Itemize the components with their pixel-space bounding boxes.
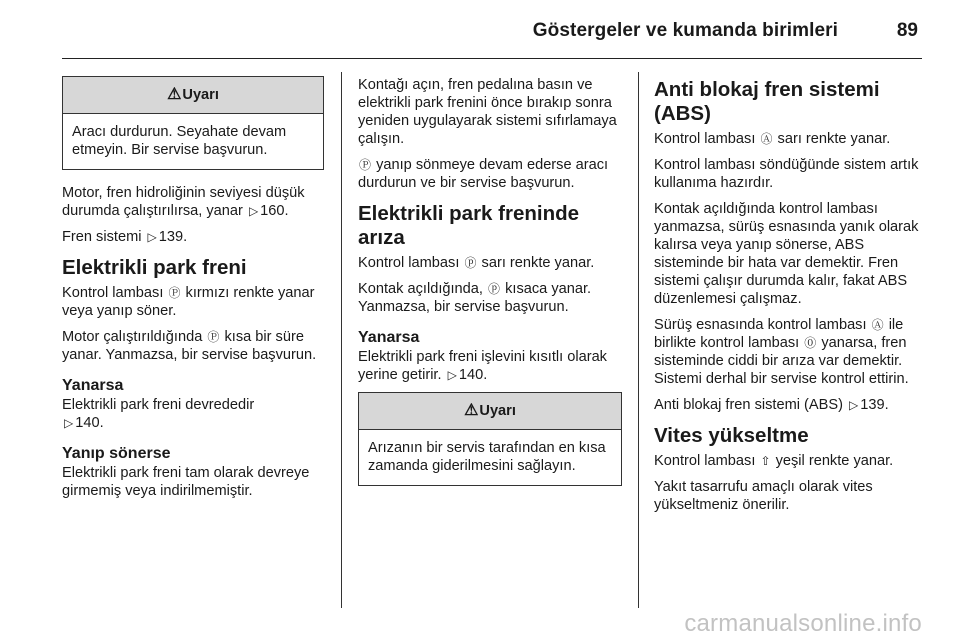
subheading: Yanıp sönerse bbox=[62, 445, 171, 462]
warning-box bbox=[358, 392, 622, 486]
section-heading: Vites yükseltme bbox=[654, 424, 809, 447]
warning-label: Uyarı bbox=[479, 403, 516, 419]
warning-text: Arızanın bir servis tarafından en kısa zamanda giderilmesini sağlayın. bbox=[368, 440, 606, 474]
brake-fault-icon: ⓟ bbox=[488, 282, 501, 296]
paragraph: Fren sistemi ▷ 139. bbox=[62, 229, 188, 245]
page-ref-arrow-icon: ▷ bbox=[248, 204, 259, 218]
shift-up-icon: ⇧ bbox=[760, 454, 771, 468]
page-ref-arrow-icon: ▷ bbox=[147, 230, 157, 244]
warning-header bbox=[63, 77, 323, 114]
abs-icon: Ⓐ bbox=[760, 132, 773, 146]
abs-icon: Ⓐ bbox=[871, 318, 884, 332]
paragraph: Kontak açıldığında, ⓟ kısaca yanar. Yanmazsa, bir servise başvurun. bbox=[358, 281, 592, 315]
paragraph: Ⓟ yanıp sönmeye devam ederse aracı durdurun ve bir servise başvurun. bbox=[358, 157, 609, 191]
page-header bbox=[62, 18, 922, 59]
brake-fault-icon: ⓟ bbox=[464, 256, 477, 270]
page-ref-arrow-icon: ▷ bbox=[849, 398, 859, 412]
subheading: Yanarsa bbox=[358, 329, 420, 346]
paragraph: Kontrol lambası ⓟ sarı renkte yanar. bbox=[358, 255, 595, 271]
section-heading: Elektrikli park freninde arıza bbox=[358, 202, 580, 249]
parking-brake-icon: Ⓟ bbox=[168, 286, 181, 300]
warning-label: Uyarı bbox=[182, 87, 219, 103]
warning-triangle-icon: ⚠ bbox=[167, 86, 182, 103]
paragraph: Kontrol lambası Ⓐ sarı renkte yanar. bbox=[654, 131, 891, 147]
paragraph: Motor, fren hidroliğinin seviyesi düşük durumda çalıştırılırsa, yanar ▷ 160. bbox=[62, 185, 305, 219]
paragraph: Kontrol lambası Ⓟ kırmızı renkte yanar veya yanıp söner. bbox=[62, 285, 315, 319]
column-2 bbox=[358, 76, 622, 500]
paragraph: Motor çalıştırıldığında Ⓟ kısa bir süre yanar. Yanmazsa, bir servise başvurun. bbox=[62, 329, 317, 363]
page-ref-arrow-icon: ▷ bbox=[64, 416, 74, 430]
parking-brake-icon: Ⓟ bbox=[359, 158, 372, 172]
paragraph: Kontağı açın, fren pedalına basın ve elektrikli park frenini önce bırakıp sonra yeniden uygulayarak sistemi sıfırlamaya çalışın. bbox=[358, 77, 617, 147]
warning-text: Aracı durdurun. Seyahate devam etmeyin. Bir servise başvurun. bbox=[72, 124, 287, 158]
paragraph: Anti blokaj fren sistemi (ABS) ▷ 139. bbox=[654, 397, 889, 413]
paragraph: Sürüş esnasında kontrol lambası Ⓐ ile birlikte kontrol lambası ⓪ yanarsa, fren sisteminde ciddi bir arıza var demektir. Sistemi derhal bir servise kontrol ettirin. bbox=[654, 317, 909, 387]
warning-box bbox=[62, 76, 324, 170]
subheading: Yanarsa bbox=[62, 377, 124, 394]
paragraph: Elektrikli park freni tam olarak devreye girmemiş veya indirilmemiştir. bbox=[62, 465, 310, 499]
section-heading: Elektrikli park freni bbox=[62, 256, 247, 279]
paragraph: Yakıt tasarrufu amaçlı olarak vites yükseltmeniz önerilir. bbox=[654, 479, 873, 513]
parking-brake-icon: Ⓟ bbox=[207, 330, 220, 344]
column-divider bbox=[638, 72, 639, 608]
paragraph: Elektrikli park freni işlevini kısıtlı olarak yerine getirir. ▷ 140. bbox=[358, 349, 607, 383]
paragraph: Kontrol lambası ⇧ yeşil renkte yanar. bbox=[654, 453, 894, 469]
watermark: carmanualsonline.info bbox=[684, 610, 922, 637]
column-divider bbox=[341, 72, 342, 608]
warning-header bbox=[359, 393, 621, 430]
column-1 bbox=[62, 76, 324, 508]
brake-warning-icon: ⓪ bbox=[804, 336, 817, 350]
paragraph: Kontak açıldığında kontrol lambası yanmazsa, sürüş esnasında yanık olarak kalırsa veya yanıp sönerse, ABS sisteminde bir hata var demektir. Fren sistemi çalışır durumda kalır, fakat ABS düzenlemesi çalışmaz. bbox=[654, 201, 919, 307]
page-ref-arrow-icon: ▷ bbox=[447, 368, 457, 382]
column-3 bbox=[654, 76, 922, 522]
section-heading: Anti blokaj fren sistemi (ABS) bbox=[654, 78, 880, 125]
warning-triangle-icon: ⚠ bbox=[464, 402, 479, 419]
header-title: Göstergeler ve kumanda birimleri bbox=[532, 20, 838, 41]
paragraph: Kontrol lambası söndüğünde sistem artık kullanıma hazırdır. bbox=[654, 157, 919, 191]
page-number: 89 bbox=[896, 20, 918, 41]
paragraph: Elektrikli park freni devrededir ▷ 140. bbox=[62, 397, 255, 431]
